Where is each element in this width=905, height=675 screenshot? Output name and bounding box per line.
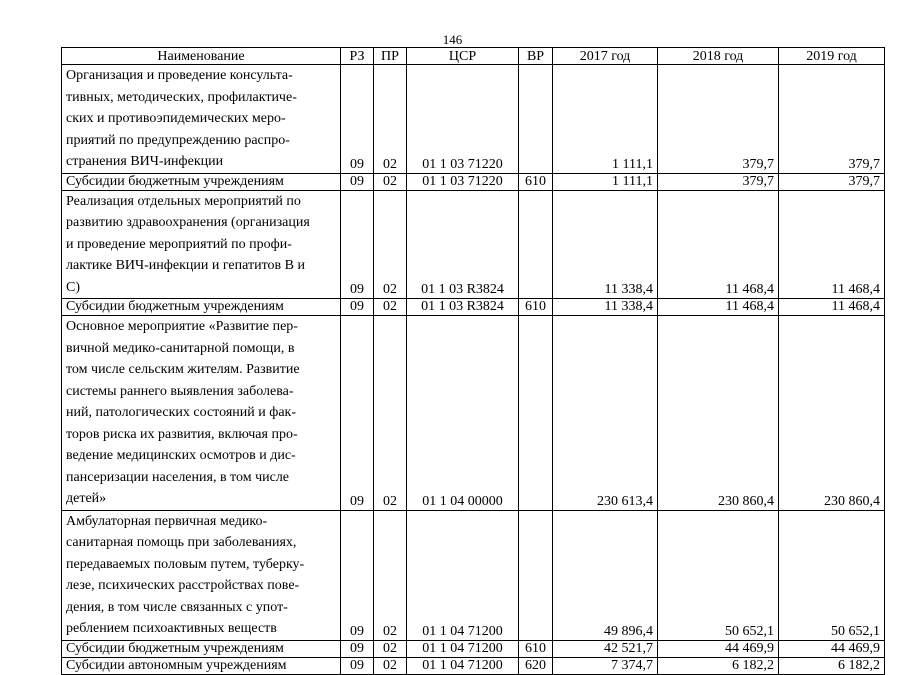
- row-vr: 610: [519, 640, 553, 657]
- row-2019: 50 652,1: [779, 510, 885, 640]
- row-name-line: Организация и проведение консульта-: [66, 68, 293, 83]
- table-row: [62, 190, 885, 299]
- row-2018: 379,7: [658, 173, 779, 190]
- row-vr: [519, 316, 553, 511]
- row-name-line: Субсидии бюджетным учреждениям: [66, 173, 284, 189]
- row-rz: 09: [341, 316, 374, 511]
- row-2018: 379,7: [658, 65, 779, 174]
- row-2017: 11 338,4: [553, 190, 658, 299]
- row-2019: 11 468,4: [779, 190, 885, 299]
- table-body: [62, 65, 885, 675]
- row-name-line: детей»: [66, 491, 107, 506]
- header-2017: 2017 год: [553, 48, 658, 65]
- row-rz: 09: [341, 173, 374, 190]
- table-row: [62, 640, 885, 657]
- row-rz: 09: [341, 299, 374, 316]
- row-vr: [519, 65, 553, 174]
- row-pr: 02: [374, 65, 407, 174]
- row-name-line: С): [66, 279, 80, 295]
- table-row: [62, 316, 885, 511]
- row-name-line: торов риска их развития, включая про-: [66, 426, 298, 442]
- table-row: [62, 657, 885, 674]
- row-name-line: лактике ВИЧ-инфекции и гепатитов В и: [66, 258, 305, 273]
- table-row: [62, 173, 885, 190]
- row-rz: 09: [341, 65, 374, 174]
- row-name: [62, 640, 341, 657]
- row-2019: 379,7: [779, 173, 885, 190]
- row-name-line: Амбулаторная первичная медико-: [66, 513, 268, 529]
- row-pr: 02: [374, 173, 407, 190]
- row-2019: 11 468,4: [779, 299, 885, 316]
- row-pr: 02: [374, 640, 407, 657]
- row-name-line: ведение медицинских осмотров и дис-: [66, 448, 296, 463]
- row-name-line: Реализация отдельных мероприятий по: [66, 193, 301, 209]
- row-2018: 11 468,4: [658, 299, 779, 316]
- row-name-line: и проведение мероприятий по профи-: [66, 236, 292, 252]
- row-2018: 230 860,4: [658, 316, 779, 511]
- row-name-line: вичной медико-санитарной помощи, в: [66, 340, 295, 356]
- row-name: [62, 299, 341, 316]
- header-2019: 2019 год: [779, 48, 885, 65]
- row-name-line: ний, патологических состояний и фак-: [66, 405, 297, 420]
- row-vr: 610: [519, 299, 553, 316]
- row-name: [62, 190, 341, 299]
- row-name-line: развитию здравоохранения (организация: [66, 215, 310, 230]
- header-name: Наименование: [62, 48, 341, 65]
- row-csr: 01 1 04 71200: [407, 657, 519, 674]
- row-pr: 02: [374, 316, 407, 511]
- row-2017: 49 896,4: [553, 510, 658, 640]
- row-name-line: Субсидии автономным учреждениям: [66, 657, 287, 673]
- table-row: [62, 510, 885, 640]
- page-number: 146: [442, 32, 463, 47]
- budget-table: [61, 47, 885, 675]
- row-2019: 230 860,4: [779, 316, 885, 511]
- row-name-line: реблением психоактивных веществ: [66, 621, 277, 636]
- row-2017: 1 111,1: [553, 65, 658, 174]
- row-name-line: Субсидии бюджетным учреждениям: [66, 640, 284, 656]
- row-csr: 01 1 03 71220: [407, 65, 519, 174]
- row-name-line: Субсидии бюджетным учреждениям: [66, 299, 284, 314]
- row-2018: 50 652,1: [658, 510, 779, 640]
- header-csr: ЦСР: [407, 48, 519, 65]
- row-2018: 11 468,4: [658, 190, 779, 299]
- row-2017: 1 111,1: [553, 173, 658, 190]
- row-2017: 42 521,7: [553, 640, 658, 657]
- row-pr: 02: [374, 510, 407, 640]
- header-rz: РЗ: [341, 48, 374, 65]
- row-name: [62, 657, 341, 674]
- header-vr: ВР: [519, 48, 553, 65]
- header-2018: 2018 год: [658, 48, 779, 65]
- row-name-line: передаваемых половым путем, туберку-: [66, 556, 305, 572]
- row-name-line: тивных, методических, профилактиче-: [66, 89, 297, 105]
- row-name-line: санитарная помощь при заболеваниях,: [66, 535, 297, 550]
- row-2017: 11 338,4: [553, 299, 658, 316]
- row-csr: 01 1 04 71200: [407, 640, 519, 657]
- row-name-line: ских и противоэпидемических меро-: [66, 111, 286, 126]
- row-name: [62, 510, 341, 640]
- row-name: [62, 65, 341, 174]
- row-vr: 610: [519, 173, 553, 190]
- row-vr: [519, 190, 553, 299]
- row-name-line: странения ВИЧ-инфекции: [66, 154, 224, 169]
- row-name-line: том числе сельским жителям. Развитие: [66, 362, 300, 377]
- row-csr: 01 1 04 00000: [407, 316, 519, 511]
- row-pr: 02: [374, 190, 407, 299]
- row-name-line: Основное мероприятие «Развитие пер-: [66, 319, 298, 334]
- row-name-line: дения, в том числе связанных с упот-: [66, 599, 288, 615]
- row-name-line: приятий по предупреждению распро-: [66, 132, 290, 148]
- row-2017: 230 613,4: [553, 316, 658, 511]
- row-rz: 09: [341, 640, 374, 657]
- row-pr: 02: [374, 299, 407, 316]
- row-name: [62, 316, 341, 511]
- row-csr: 01 1 03 R3824: [407, 190, 519, 299]
- row-2019: 379,7: [779, 65, 885, 174]
- row-2017: 7 374,7: [553, 657, 658, 674]
- header-row: [62, 48, 885, 65]
- table-row: [62, 65, 885, 174]
- row-csr: 01 1 03 R3824: [407, 299, 519, 316]
- row-vr: 620: [519, 657, 553, 674]
- row-csr: 01 1 04 71200: [407, 510, 519, 640]
- row-2019: 44 469,9: [779, 640, 885, 657]
- row-pr: 02: [374, 657, 407, 674]
- row-vr: [519, 510, 553, 640]
- row-name-line: пансеризации населения, в том числе: [66, 469, 290, 485]
- row-name: [62, 173, 341, 190]
- table-row: [62, 299, 885, 316]
- row-2018: 44 469,9: [658, 640, 779, 657]
- row-rz: 09: [341, 190, 374, 299]
- row-rz: 09: [341, 657, 374, 674]
- header-pr: ПР: [374, 48, 407, 65]
- row-name-line: системы раннего выявления заболева-: [66, 383, 294, 399]
- row-rz: 09: [341, 510, 374, 640]
- row-2018: 6 182,2: [658, 657, 779, 674]
- row-2019: 6 182,2: [779, 657, 885, 674]
- row-csr: 01 1 03 71220: [407, 173, 519, 190]
- row-name-line: лезе, психических расстройствах пове-: [66, 578, 300, 593]
